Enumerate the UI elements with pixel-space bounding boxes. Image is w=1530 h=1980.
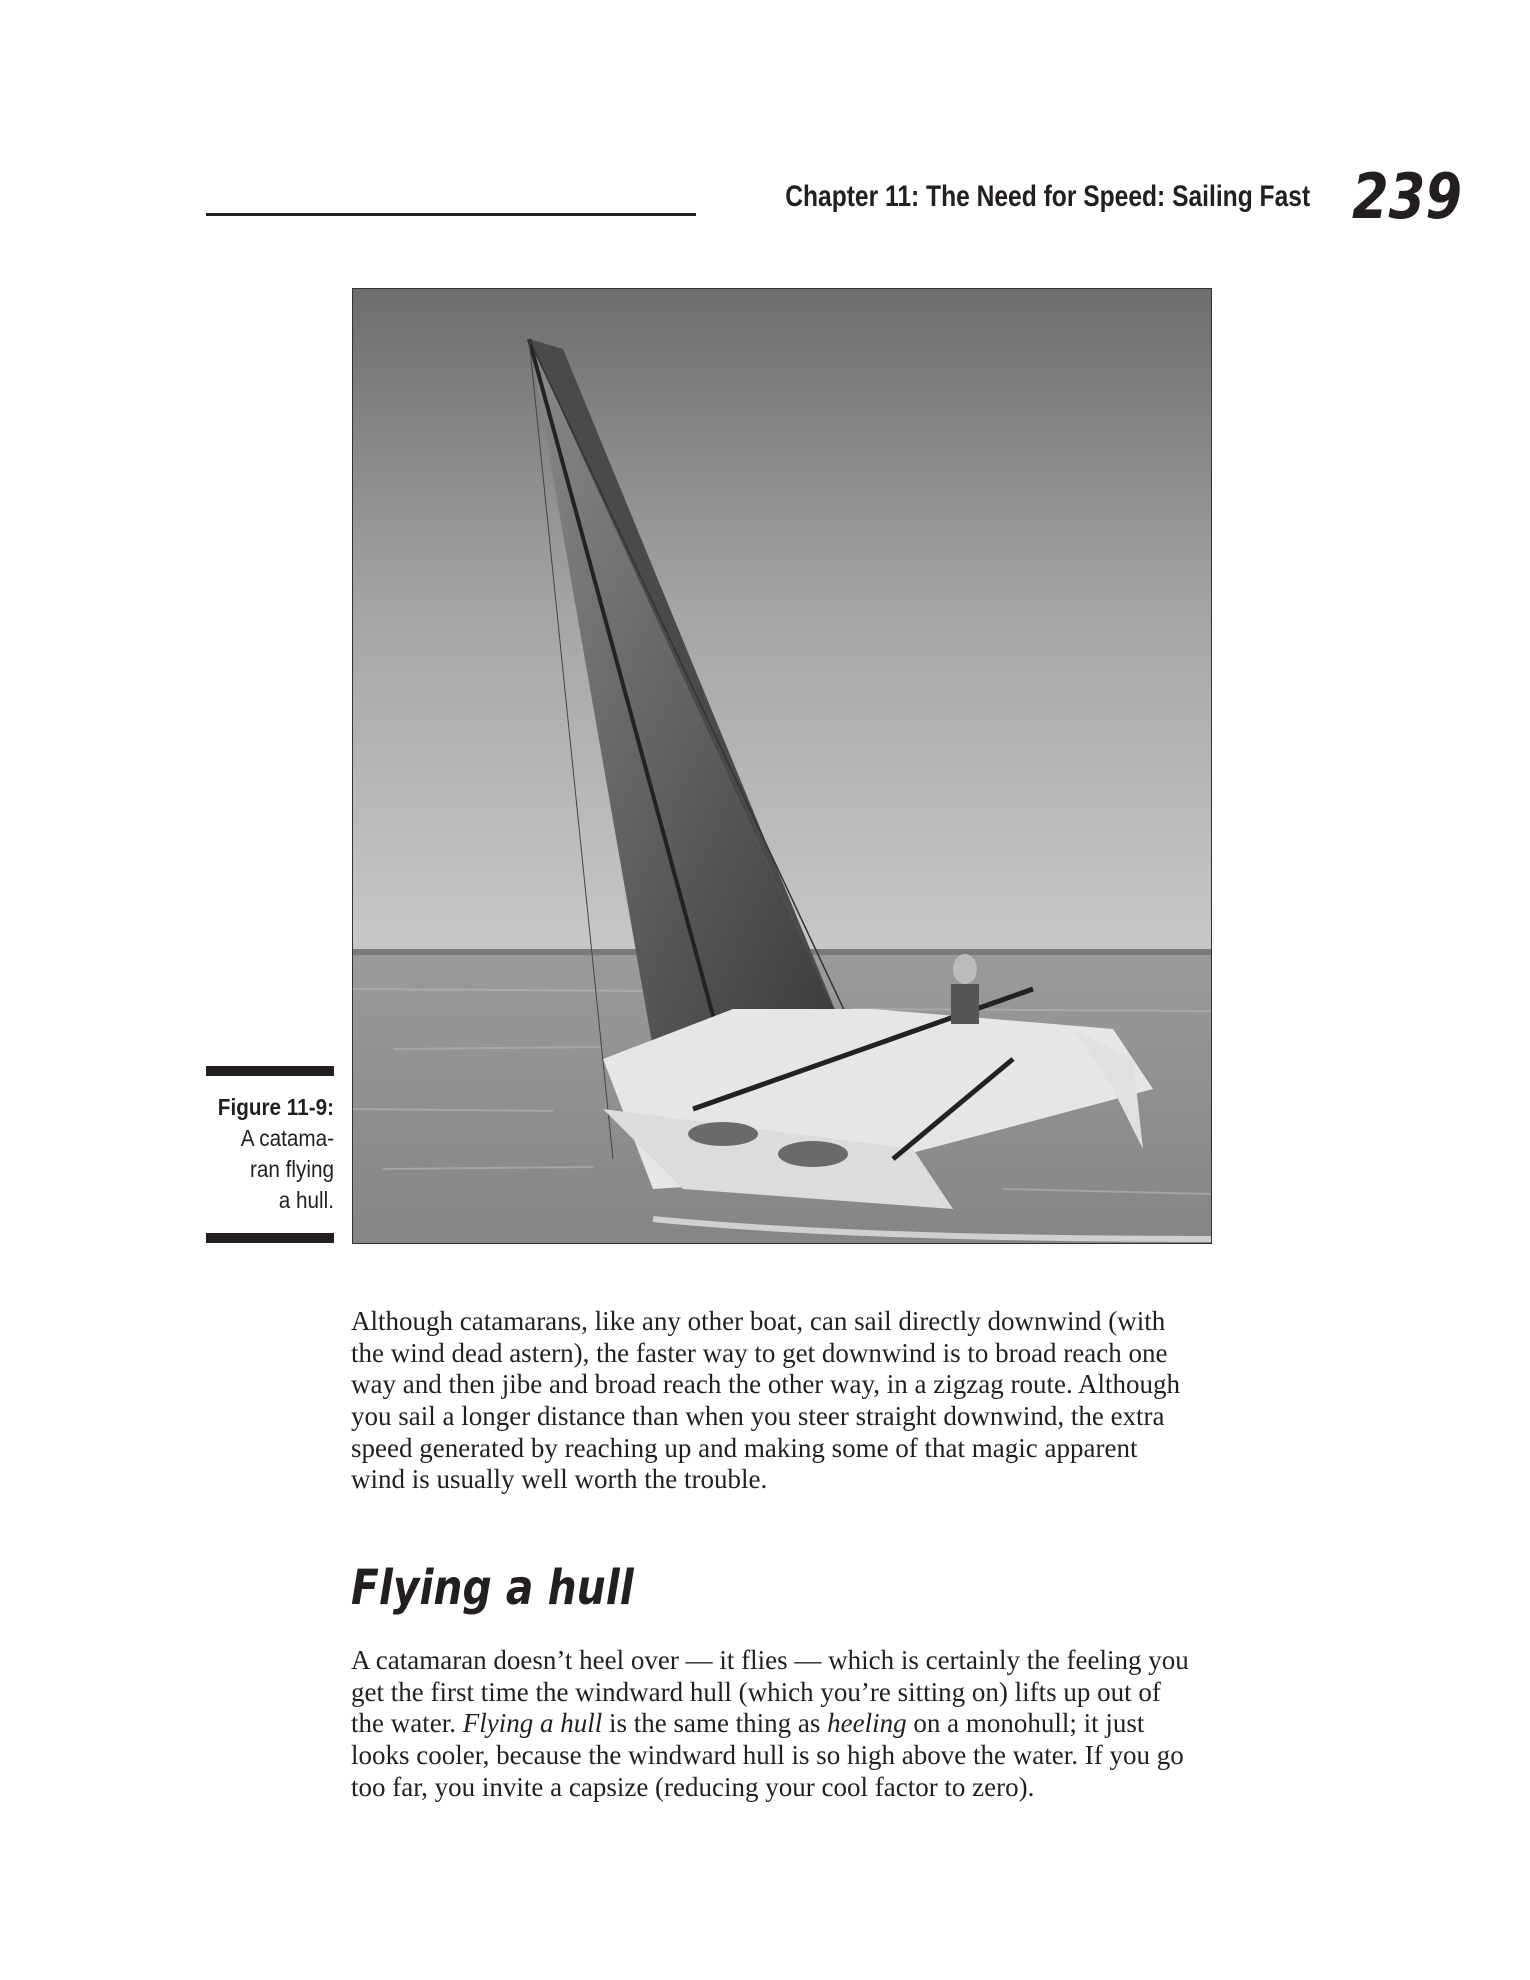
text-line: Although catamarans, like any other boat, can sail directly downwind (with (351, 1306, 1166, 1336)
text-line: the wind dead astern), the faster way to get downwind is to broad reach one (351, 1337, 1168, 1368)
catamaran-photo (352, 288, 1212, 1244)
body-paragraph-2 (351, 1645, 1189, 1803)
caption-line: ran flying (250, 1156, 334, 1182)
caption-line: A catama- (240, 1125, 334, 1151)
text-run: on a monohull; it just (906, 1708, 1145, 1739)
text-run: is the same thing as (602, 1708, 828, 1739)
figure-label: Figure 11-9: (217, 1094, 334, 1120)
text-line: wind is usually well worth the trouble. (351, 1464, 768, 1495)
text-line: you sail a longer distance than when you steer straight downwind, the extra (351, 1401, 1165, 1432)
text-run: the water. (351, 1708, 463, 1739)
header-rule (206, 213, 696, 216)
text-line: way and then jibe and broad reach the other way, in a zigzag route. Although (351, 1369, 1180, 1400)
text-line (351, 1708, 1189, 1740)
caption-line: a hull. (278, 1187, 334, 1213)
section-heading: Flying a hull (351, 1560, 634, 1616)
text-line: get the first time the windward hull (which you’re sitting on) lifts up out of (351, 1676, 1161, 1707)
page-number: 239 (1352, 160, 1463, 233)
text-line: speed generated by reaching up and making some of that magic apparent (351, 1432, 1138, 1463)
figure-top-bar (206, 1066, 334, 1076)
figure-caption (168, 1092, 334, 1216)
running-head-chapter-title: Chapter 11: The Need for Speed: Sailing Fast (785, 180, 1310, 213)
body-paragraph-1 (351, 1306, 1180, 1496)
emphasis-term: heeling (827, 1708, 907, 1739)
text-line: looks cooler, because the windward hull is so high above the water. If you go (351, 1740, 1184, 1771)
text-line: A catamaran doesn’t heel over — it flies — which is certainly the feeling you (351, 1645, 1189, 1675)
figure-bottom-bar (206, 1233, 334, 1243)
text-line: too far, you invite a capsize (reducing your cool factor to zero). (351, 1771, 1035, 1802)
emphasis-term: Flying a hull (462, 1708, 603, 1739)
